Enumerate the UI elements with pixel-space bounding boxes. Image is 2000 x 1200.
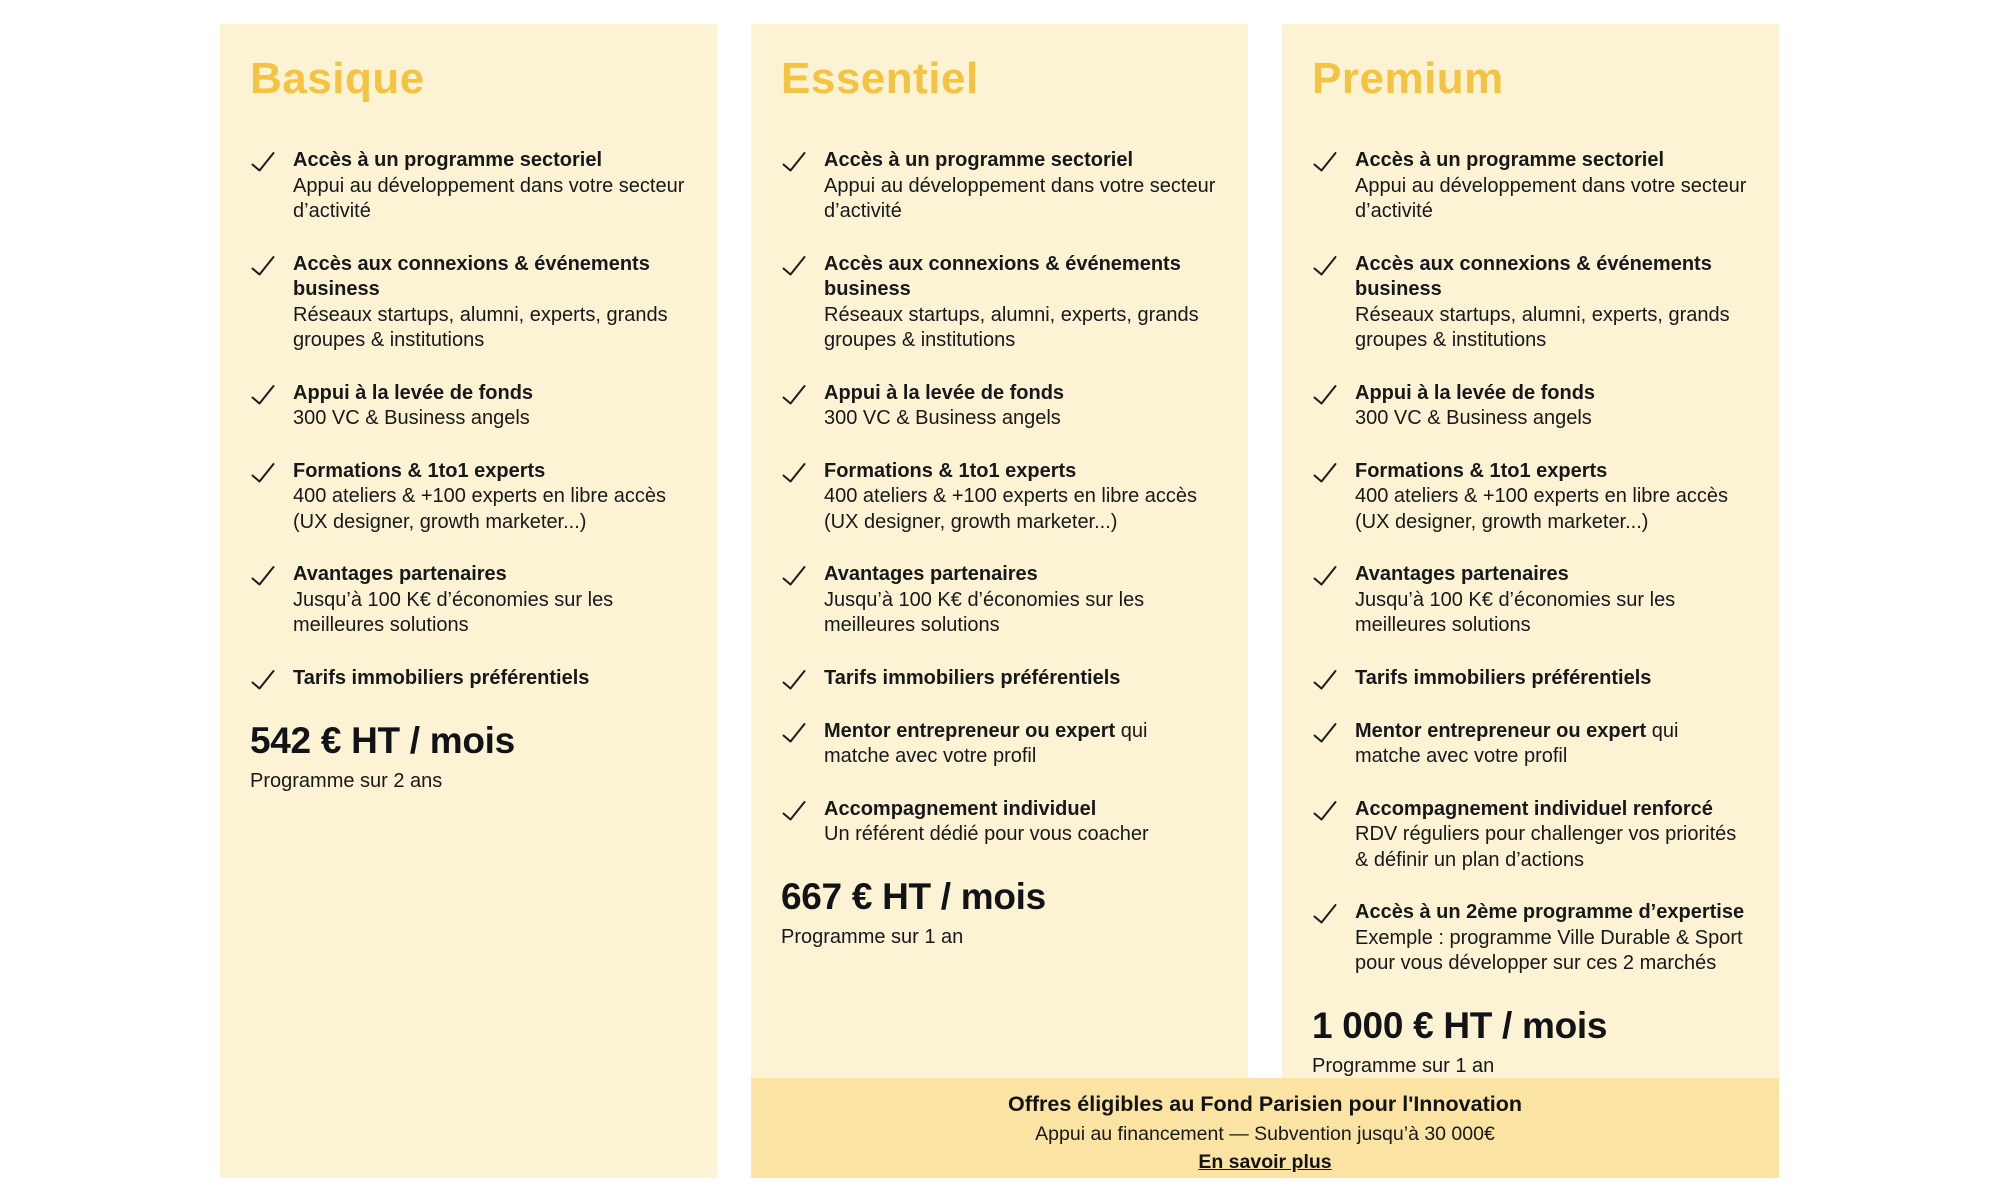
feature-description: Appui au développement dans votre secteur d’activité [293,174,685,222]
feature-text [824,459,1218,536]
check-icon [1312,902,1338,926]
feature-item [1312,562,1749,639]
feature-title: Accès à un 2ème programme d’expertise [1355,901,1745,923]
feature-description: 300 VC & Business angels [824,407,1061,429]
feature-text [293,148,687,225]
feature-text [824,381,1218,432]
price: 667 € HT / mois [781,875,1046,917]
feature-text [1355,900,1749,977]
pricing-card-basique [220,24,717,1178]
feature-text [824,148,1218,225]
program-duration: Programme sur 1 an [781,925,964,948]
price: 1 000 € HT / mois [1312,1004,1608,1046]
feature-text [824,252,1218,354]
feature-item [781,562,1218,639]
check-icon [1312,668,1338,692]
feature-text [1355,148,1749,225]
card-title: Basique [250,54,425,103]
check-icon [1312,383,1338,407]
feature-item [250,666,687,692]
feature-text [293,252,687,354]
banner-subtitle: Appui au financement — Subvention jusqu’à 30 000€ [1035,1123,1495,1145]
feature-text [293,666,687,692]
feature-title: Formations & 1to1 experts [293,459,546,482]
feature-description: 400 ateliers & +100 experts en libre accès (UX designer, growth marketer...) [824,485,1197,533]
feature-item [1312,797,1749,874]
feature-item [1312,459,1749,536]
check-icon [1312,799,1338,823]
feature-text [1355,666,1749,692]
feature-item [1312,719,1749,770]
feature-item [1312,381,1749,432]
check-icon [781,799,807,823]
check-icon [781,668,807,692]
feature-text [1355,252,1749,354]
feature-description: Réseaux startups, alumni, experts, grands groupes & institutions [824,303,1199,351]
feature-title: Accès aux connexions & événements business [293,252,650,300]
feature-title: Appui à la levée de fonds [293,381,534,404]
feature-title: Mentor entrepreneur ou expert [824,719,1116,742]
feature-item [1312,666,1749,692]
check-icon [781,150,807,174]
feature-title: Avantages partenaires [824,563,1038,585]
feature-text [824,562,1218,639]
feature-text [824,719,1218,770]
feature-item [250,459,687,536]
feature-title: Tarifs immobiliers préférentiels [824,666,1121,689]
check-icon [250,668,276,692]
feature-item [781,148,1218,225]
feature-title: Formations & 1to1 experts [1355,459,1608,482]
feature-description: Réseaux startups, alumni, experts, grands groupes & institutions [1355,303,1730,351]
feature-item [1312,900,1749,977]
check-icon [1312,721,1338,745]
pricing-card-essentiel [751,24,1248,1178]
check-icon [781,564,807,588]
feature-description: Jusqu’à 100 K€ d’économies sur les meilleures solutions [824,588,1145,636]
check-icon [250,461,276,485]
feature-item [781,797,1218,848]
feature-item [1312,252,1749,354]
card-title: Premium [1312,54,1504,103]
feature-item [250,252,687,354]
program-duration: Programme sur 1 an [1312,1054,1495,1077]
feature-title: Formations & 1to1 experts [824,459,1077,482]
feature-title: Accompagnement individuel renforcé [1355,797,1713,820]
feature-description: 300 VC & Business angels [293,407,530,429]
check-icon [250,254,276,278]
feature-item [781,459,1218,536]
check-icon [781,383,807,407]
check-icon [1312,150,1338,174]
feature-description: 300 VC & Business angels [1355,407,1592,429]
feature-item [250,562,687,639]
program-duration: Programme sur 2 ans [250,769,443,792]
feature-title: Accès à un programme sectoriel [824,149,1134,171]
feature-text [1355,719,1749,770]
feature-title: Accompagnement individuel [824,797,1097,820]
check-icon [1312,461,1338,485]
card-title: Essentiel [781,54,979,103]
feature-text [1355,562,1749,639]
feature-title: Avantages partenaires [1355,563,1569,585]
feature-text [293,459,687,536]
banner-learn-more-link[interactable]: En savoir plus [1198,1151,1332,1173]
feature-item [781,252,1218,354]
feature-title: Mentor entrepreneur ou expert [1355,719,1647,742]
feature-title-suffix: qui matche avec votre profil [1355,719,1679,767]
feature-description: Jusqu’à 100 K€ d’économies sur les meilleures solutions [1355,588,1676,636]
feature-title: Appui à la levée de fonds [824,381,1065,404]
feature-item [781,381,1218,432]
feature-item [250,381,687,432]
feature-text [824,666,1218,692]
feature-description: 400 ateliers & +100 experts en libre accès (UX designer, growth marketer...) [293,485,666,533]
feature-title: Accès à un programme sectoriel [1355,149,1665,171]
feature-title: Tarifs immobiliers préférentiels [293,666,590,689]
check-icon [250,150,276,174]
feature-description: Appui au développement dans votre secteur d’activité [824,174,1216,222]
feature-text [824,797,1218,848]
feature-description: Exemple : programme Ville Durable & Sport pour vous développer sur ces 2 marchés [1355,926,1743,974]
feature-title: Accès à un programme sectoriel [293,149,603,171]
feature-description: Un référent dédié pour vous coacher [824,823,1149,845]
feature-text [293,381,687,432]
feature-description: RDV réguliers pour challenger vos priorités & définir un plan d’actions [1355,823,1737,871]
funding-banner [751,1078,1779,1178]
check-icon [1312,254,1338,278]
feature-item [781,719,1218,770]
feature-text [1355,797,1749,874]
feature-title: Tarifs immobiliers préférentiels [1355,666,1652,689]
check-icon [250,564,276,588]
feature-item [250,148,687,225]
pricing-card-premium [1282,24,1779,1178]
feature-title: Accès aux connexions & événements business [824,252,1181,300]
feature-title: Appui à la levée de fonds [1355,381,1596,404]
check-icon [781,721,807,745]
feature-item [1312,148,1749,225]
check-icon [781,461,807,485]
price: 542 € HT / mois [250,719,515,761]
feature-text [1355,381,1749,432]
feature-description: 400 ateliers & +100 experts en libre accès (UX designer, growth marketer...) [1355,485,1728,533]
banner-title: Offres éligibles au Fond Parisien pour l'Innovation [1007,1092,1523,1116]
check-icon [250,383,276,407]
feature-title: Avantages partenaires [293,563,507,585]
feature-description: Réseaux startups, alumni, experts, grands groupes & institutions [293,303,668,351]
feature-description: Appui au développement dans votre secteur d’activité [1355,174,1747,222]
feature-text [1355,459,1749,536]
check-icon [1312,564,1338,588]
feature-title: Accès aux connexions & événements business [1355,252,1712,300]
feature-title-suffix: qui matche avec votre profil [824,719,1148,767]
feature-item [781,666,1218,692]
feature-description: Jusqu’à 100 K€ d’économies sur les meilleures solutions [293,588,614,636]
feature-text [293,562,687,639]
check-icon [781,254,807,278]
